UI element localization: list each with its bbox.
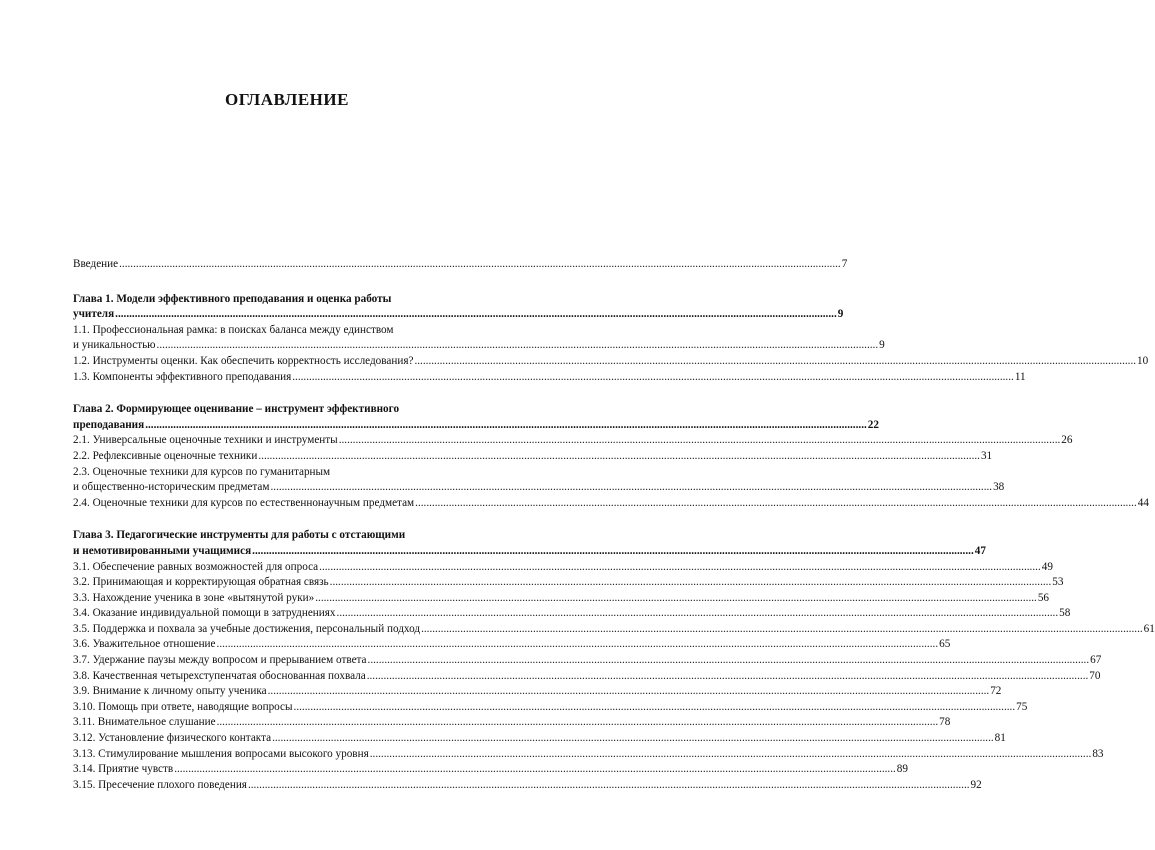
toc-entry-title: 1.2. Инструменты оценки. Как обеспечить корректность исследования? (73, 354, 414, 367)
toc-entry-intro[interactable] (73, 257, 848, 273)
chapter-heading[interactable] (73, 292, 844, 323)
dot-leader (421, 622, 1143, 638)
chapter-section (73, 402, 1149, 511)
toc-page-number: 10 (1137, 354, 1149, 367)
dot-leader (252, 544, 974, 560)
toc-entry-row (73, 338, 885, 354)
dot-leader (330, 575, 1052, 591)
toc-entry-title: 3.14. Приятие чувств (73, 763, 174, 776)
table-of-contents (73, 257, 1155, 793)
toc-page-number: 89 (896, 763, 908, 776)
dot-leader (414, 354, 1136, 370)
toc-entry-title: 3.1. Обеспечение равных возможностей для опроса (73, 560, 319, 573)
toc-entry[interactable] (73, 433, 1073, 449)
toc-entry-row (73, 778, 982, 794)
toc-entry[interactable] (73, 715, 951, 731)
dot-leader (268, 684, 990, 700)
toc-entry-title: 3.8. Качественная четырехступенчатая обоснованная похвала (73, 669, 366, 682)
toc-entry-title: 3.11. Внимательное слушание (73, 716, 216, 729)
chapter-list (73, 292, 1155, 794)
dot-leader (370, 747, 1092, 763)
dot-leader (292, 370, 1014, 386)
dot-leader (157, 338, 879, 354)
toc-entry-title: преподавания (73, 418, 145, 431)
toc-entry-row (73, 700, 1028, 716)
toc-entry[interactable] (73, 465, 1005, 496)
toc-entry-row (73, 354, 1149, 370)
toc-entry[interactable] (73, 762, 908, 778)
toc-entry[interactable] (73, 747, 1104, 763)
toc-entry[interactable] (73, 591, 1050, 607)
toc-page-number: 81 (994, 732, 1006, 745)
toc-entry-row (73, 684, 1002, 700)
toc-entry-line: 1.1. Профессиональная рамка: в поисках баланса между единством (73, 323, 394, 336)
toc-entry-title: 3.13. Стимулирование мышления вопросами высокого уровня (73, 747, 369, 760)
dot-leader (415, 496, 1137, 512)
toc-entry-row (73, 731, 1006, 747)
dot-leader (315, 591, 1037, 607)
toc-entry-title: учителя (73, 308, 115, 321)
toc-entry-title: и общественно-историческим предметам (73, 481, 270, 494)
dot-leader (115, 307, 837, 323)
toc-page-number: 53 (1052, 576, 1064, 589)
dot-leader (339, 433, 1061, 449)
chapter-heading[interactable] (73, 528, 986, 559)
toc-entry-row (73, 747, 1104, 763)
toc-entry[interactable] (73, 700, 1028, 716)
toc-entry-title: 3.15. Пресечение плохого поведения (73, 778, 247, 791)
toc-page-number: 72 (990, 685, 1002, 698)
dot-leader (367, 669, 1089, 685)
toc-page-number: 38 (993, 481, 1005, 494)
dot-leader (248, 778, 970, 794)
toc-entry-title: 3.9. Внимание к личному опыту ученика (73, 685, 267, 698)
dot-leader (217, 637, 939, 653)
toc-entry-row (73, 480, 1005, 496)
toc-entry-row (73, 560, 1053, 576)
toc-entry-line: Глава 2. Формирующее оценивание – инструмент эффективного (73, 403, 400, 416)
toc-page-number: 9 (837, 308, 844, 321)
toc-entry-row (73, 418, 879, 434)
toc-page-number: 7 (841, 258, 848, 270)
toc-page-number: 92 (970, 778, 982, 791)
toc-entry-title: 3.5. Поддержка и похвала за учебные достижения, персональный подход (73, 622, 421, 635)
toc-entry[interactable] (73, 731, 1006, 747)
toc-entry-title: 3.3. Нахождение ученика в зоне «вытянутой руки» (73, 591, 315, 604)
toc-entry-title: 3.7. Удержание паузы между вопросом и прерыванием ответа (73, 654, 367, 667)
toc-entry-title: 3.4. Оказание индивидуальной помощи в затруднениях (73, 607, 336, 620)
toc-entry-row (73, 637, 951, 653)
toc-page-number: 83 (1092, 747, 1104, 760)
toc-entry-title: и уникальностью (73, 339, 156, 352)
toc-entry-row (73, 307, 844, 323)
toc-entry-title: 3.2. Принимающая и корректирующая обратная связь (73, 576, 329, 589)
toc-entry[interactable] (73, 496, 1149, 512)
toc-entry-line: Глава 1. Модели эффективного преподавания и оценка работы (73, 292, 392, 305)
toc-entry-row (73, 669, 1101, 685)
toc-entry-row (73, 449, 993, 465)
toc-entry-row (73, 622, 1155, 638)
toc-entry[interactable] (73, 575, 1064, 591)
toc-entry[interactable] (73, 778, 982, 794)
toc-page-number: 49 (1041, 560, 1053, 573)
toc-entry-row (73, 544, 986, 560)
toc-entry-title: 1.3. Компоненты эффективного преподавания (73, 370, 292, 383)
toc-entry[interactable] (73, 669, 1101, 685)
dot-leader (337, 606, 1059, 622)
toc-page-number: 75 (1016, 700, 1028, 713)
dot-leader (272, 731, 994, 747)
toc-page-number: 22 (867, 418, 879, 431)
toc-page-number: 78 (939, 716, 951, 729)
chapter-heading[interactable] (73, 402, 879, 433)
toc-page-number: 65 (939, 638, 951, 651)
toc-page-number: 61 (1143, 622, 1155, 635)
toc-entry-line: Глава 3. Педагогические инструменты для работы с отстающими (73, 529, 406, 542)
toc-entry-row (73, 606, 1071, 622)
toc-page-number: 47 (974, 544, 986, 557)
toc-entry-title: 2.4. Оценочные техники для курсов по естественнонаучным предметам (73, 496, 415, 509)
toc-entry-row (73, 591, 1050, 607)
chapter-section (73, 292, 1149, 386)
toc-page-number: 67 (1090, 654, 1102, 667)
toc-entry-title: и немотивированными учащимися (73, 544, 252, 557)
page-title: ОГЛАВЛЕНИЕ (225, 90, 349, 109)
toc-entry-line: 2.3. Оценочные техники для курсов по гуманитарным (73, 465, 331, 478)
dot-leader (368, 653, 1090, 669)
toc-entry[interactable] (73, 637, 951, 653)
toc-entry-row (73, 496, 1149, 512)
toc-entry-title: 2.1. Универсальные оценочные техники и инструменты (73, 434, 338, 447)
toc-page-number: 70 (1089, 669, 1101, 682)
toc-entry[interactable] (73, 354, 1149, 370)
toc-entry[interactable] (73, 449, 993, 465)
dot-leader (174, 762, 896, 778)
toc-entry[interactable] (73, 560, 1053, 576)
toc-entry-title: 3.6. Уважительное отношение (73, 638, 216, 651)
toc-page-number: 56 (1037, 591, 1050, 604)
toc-page-number: 58 (1059, 607, 1071, 620)
toc-page-number: 9 (879, 339, 885, 352)
dot-leader (258, 449, 980, 465)
toc-entry-title: 3.10. Помощь при ответе, наводящие вопросы (73, 700, 293, 713)
dot-leader (217, 715, 939, 731)
toc-entry-row (73, 575, 1064, 591)
toc-entry[interactable] (73, 653, 1102, 669)
toc-page-number: 26 (1061, 434, 1073, 447)
toc-entry[interactable] (73, 323, 885, 354)
toc-entry-row (73, 433, 1073, 449)
toc-entry[interactable] (73, 606, 1071, 622)
toc-page-number: 11 (1014, 370, 1026, 383)
dot-leader (270, 480, 992, 496)
dot-leader (119, 257, 841, 273)
toc-entry-title: Введение (73, 258, 119, 270)
toc-entry-title: 2.2. Рефлексивные оценочные техники (73, 449, 258, 462)
toc-entry-title: 3.12. Установление физического контакта (73, 732, 272, 745)
dot-leader (145, 418, 867, 434)
toc-entry[interactable] (73, 370, 1026, 386)
toc-entry[interactable] (73, 684, 1002, 700)
dot-leader (319, 560, 1041, 576)
dot-leader (294, 700, 1016, 716)
toc-entry[interactable] (73, 622, 1155, 638)
toc-entry-row (73, 762, 908, 778)
toc-entry-row (73, 715, 951, 731)
chapter-section (73, 528, 1155, 793)
toc-page-number: 31 (980, 449, 993, 462)
toc-page-number: 44 (1137, 496, 1149, 509)
toc-entry-row (73, 370, 1026, 386)
toc-entry-row (73, 653, 1102, 669)
